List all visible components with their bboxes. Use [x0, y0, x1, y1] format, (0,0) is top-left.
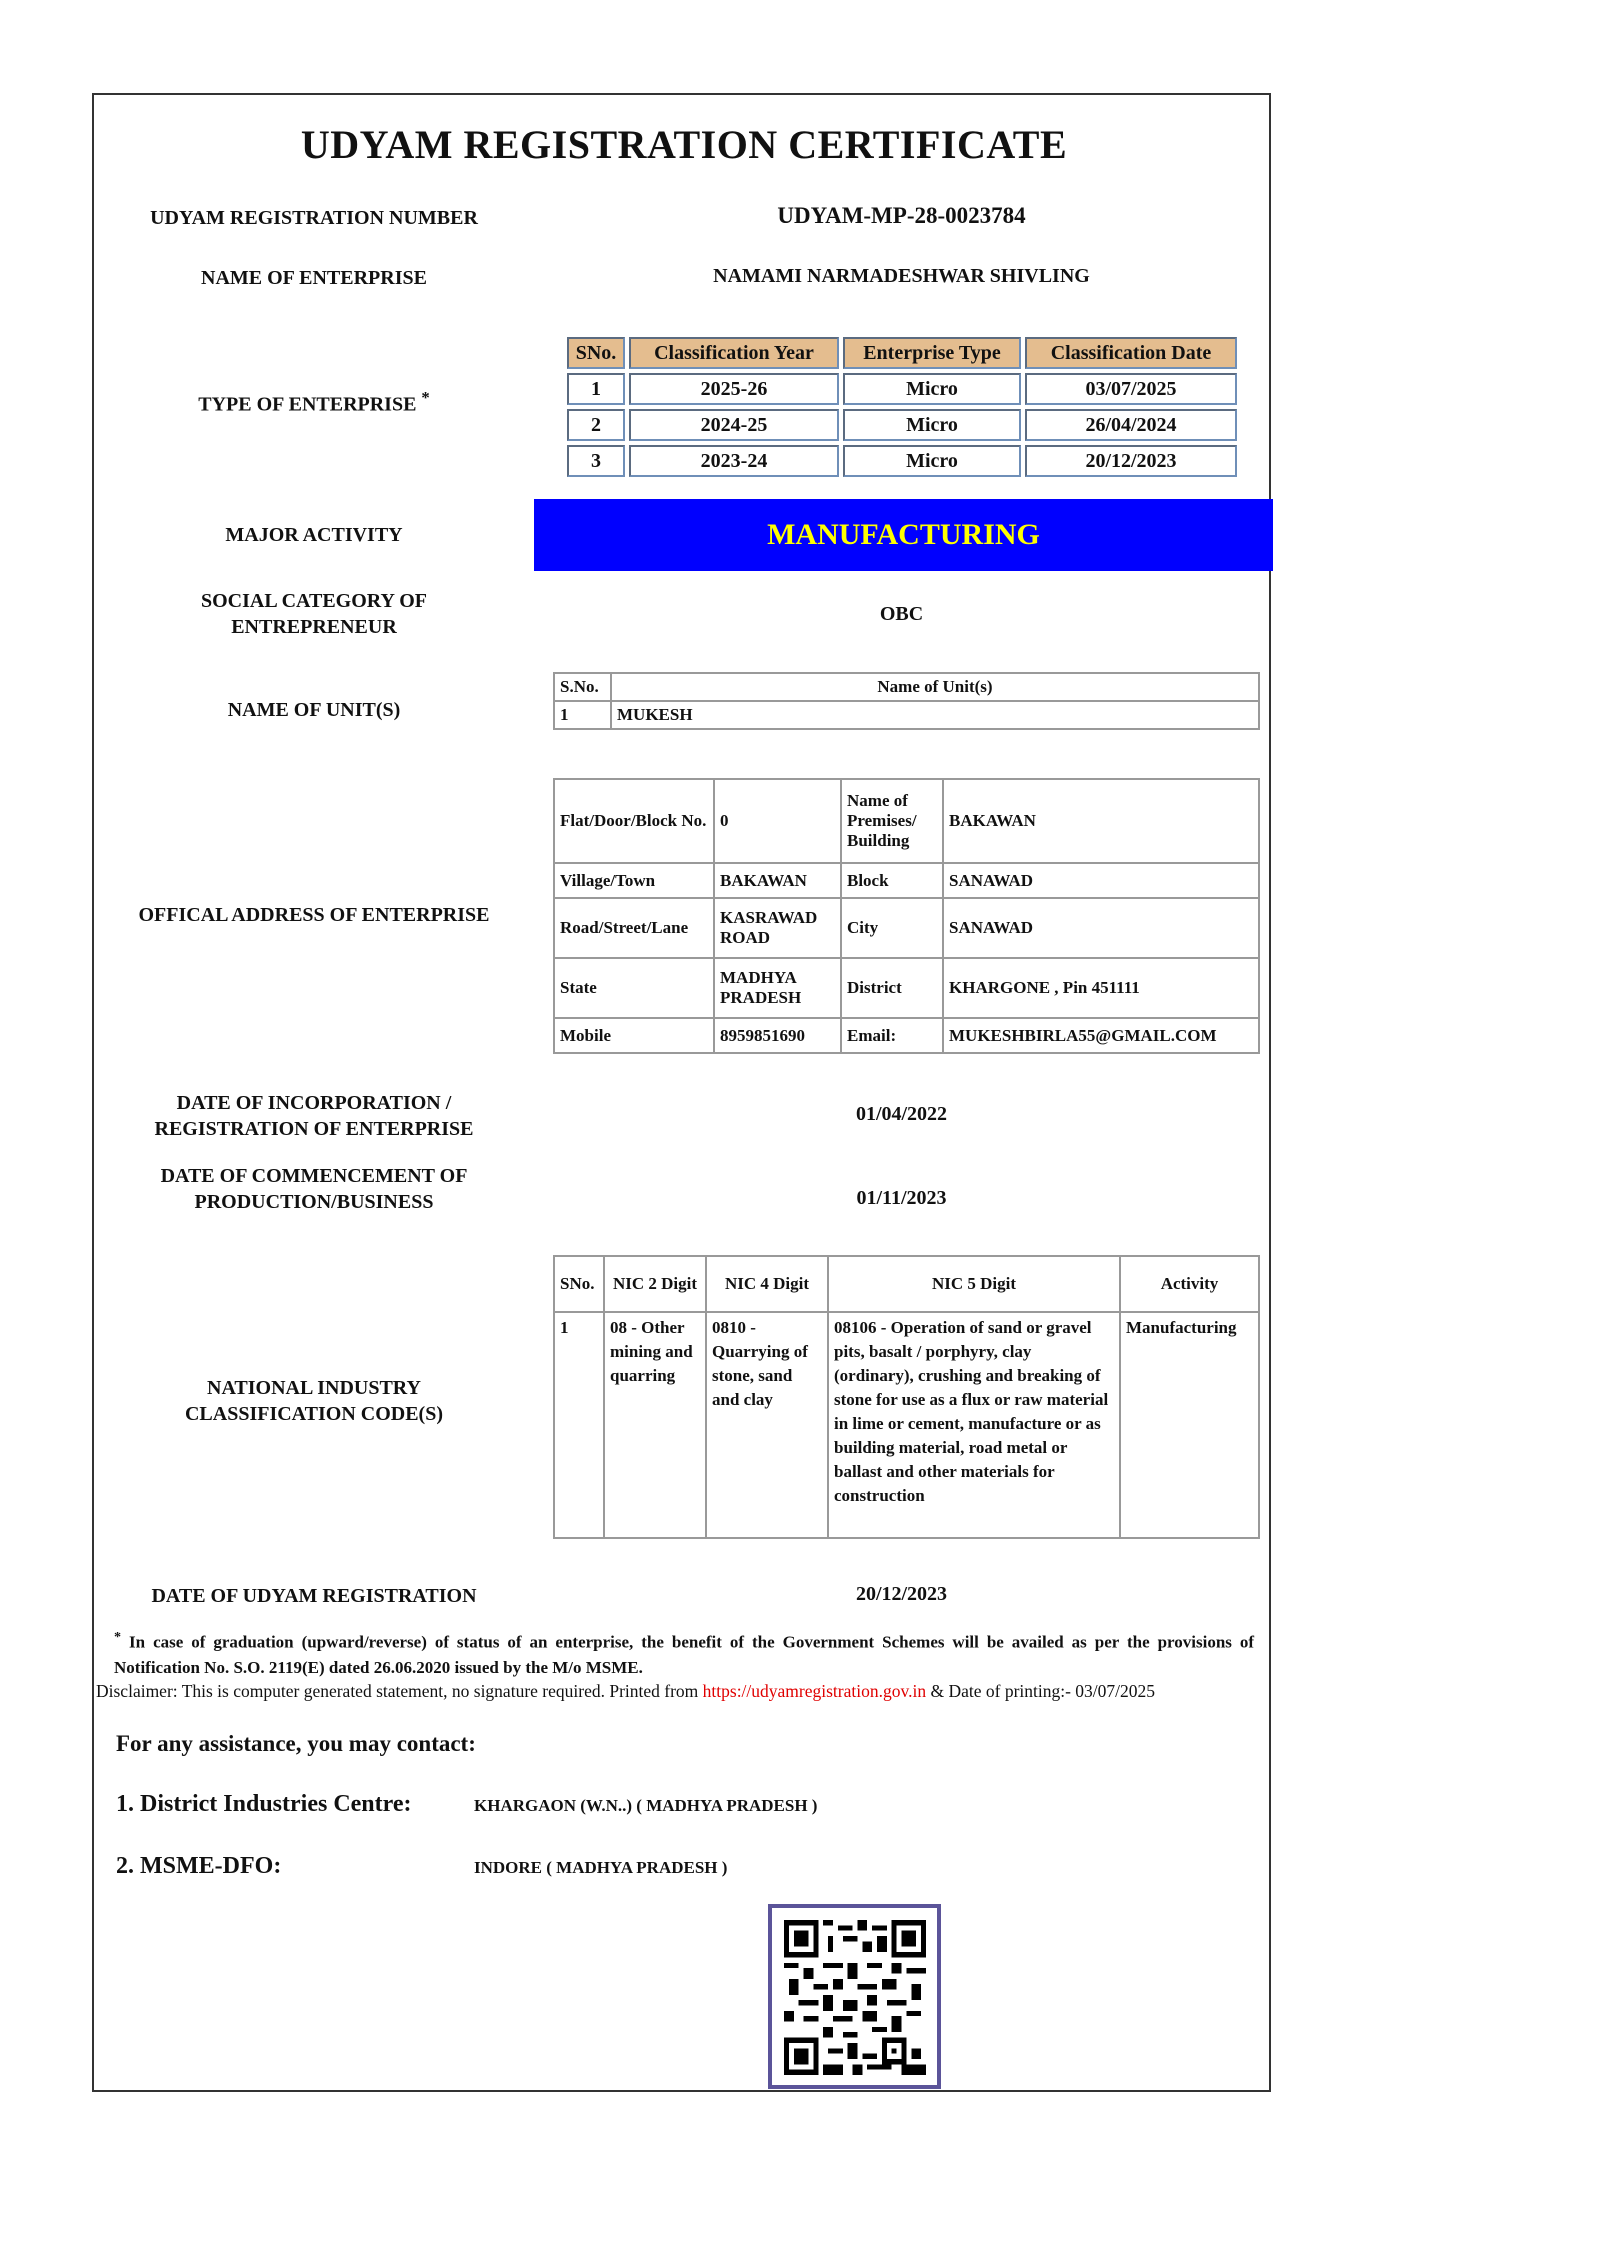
classification-table — [563, 333, 1241, 481]
cell-label: Flat/Door/Block No. — [554, 779, 714, 863]
cell: 08 - Other mining and quarring — [604, 1312, 706, 1538]
col-nic2: NIC 2 Digit — [604, 1256, 706, 1312]
col-classification-date: Classification Date — [1025, 337, 1237, 369]
table-row — [554, 701, 1259, 729]
cell: Micro — [843, 409, 1021, 441]
cell: 2 — [567, 409, 625, 441]
footnote — [114, 1625, 1254, 1680]
nic-label — [94, 1375, 534, 1427]
udyam-date-label: DATE OF UDYAM REGISTRATION — [151, 1585, 477, 1607]
cell: 0810 - Quarrying of stone, sand and clay — [706, 1312, 828, 1538]
col-classification-year: Classification Year — [629, 337, 839, 369]
cell-value: KHARGONE , Pin 451111 — [943, 958, 1259, 1018]
address-table — [553, 778, 1260, 1054]
table-header-row — [554, 673, 1259, 701]
cell-value: 0 — [714, 779, 841, 863]
nic-label-line1: NATIONAL INDUSTRY — [207, 1377, 421, 1399]
cell: 20/12/2023 — [1025, 445, 1237, 477]
major-activity-banner: MANUFACTURING — [534, 499, 1273, 571]
dic-label: 1. District Industries Centre: — [116, 1791, 412, 1817]
table-row — [554, 1312, 1259, 1538]
nic-label-line2: CLASSIFICATION CODE(S) — [184, 1403, 443, 1425]
enterprise-type-label — [94, 385, 534, 418]
col-nic5: NIC 5 Digit — [828, 1256, 1120, 1312]
cell: 08106 - Operation of sand or gravel pits, basalt / porphyry, clay (ordinary), crushing and breaking of stone for use as a flux or raw material in lime or cement, manufacture or as building material, road metal or ballast and other materials for construction — [828, 1312, 1120, 1538]
contact-heading: For any assistance, you may contact: — [116, 1731, 476, 1756]
registration-number-value: UDYAM-MP-28-0023784 — [777, 203, 1026, 228]
table-row — [554, 958, 1259, 1018]
cell-label: Block — [841, 863, 943, 898]
major-activity-label: MAJOR ACTIVITY — [225, 524, 403, 546]
cell-label: Name of Premises/ Building — [841, 779, 943, 863]
col-sno: S.No. — [554, 673, 611, 701]
commencement-label-line2: PRODUCTION/BUSINESS — [194, 1191, 434, 1213]
table-row — [554, 898, 1259, 958]
table-row — [554, 1018, 1259, 1053]
table-row — [567, 373, 1237, 405]
table-header-row — [554, 1256, 1259, 1312]
cell: 3 — [567, 445, 625, 477]
incorporation-label-line2: REGISTRATION OF ENTERPRISE — [154, 1118, 474, 1140]
disclaimer-prefix: Disclaimer: This is computer generated statement, no signature required. Printed from — [96, 1681, 703, 1701]
table-row — [554, 779, 1259, 863]
cell: 03/07/2025 — [1025, 373, 1237, 405]
social-category-label — [94, 588, 534, 640]
msme-dfo-label: 2. MSME-DFO: — [116, 1853, 282, 1879]
col-enterprise-type: Enterprise Type — [843, 337, 1021, 369]
udyam-portal-link[interactable]: https://udyamregistration.gov.in — [702, 1681, 927, 1701]
enterprise-type-label-text: TYPE OF ENTERPRISE — [198, 393, 417, 416]
table-header-row — [567, 337, 1237, 369]
social-category-label-line2: ENTREPRENEUR — [231, 616, 397, 638]
incorporation-value: 01/04/2022 — [855, 1103, 948, 1125]
table-row — [554, 863, 1259, 898]
cell-label: Mobile — [554, 1018, 714, 1053]
col-nic4: NIC 4 Digit — [706, 1256, 828, 1312]
col-unit-name: Name of Unit(s) — [611, 673, 1259, 701]
asterisk-marker: * — [421, 388, 430, 407]
enterprise-name-label: NAME OF ENTERPRISE — [201, 267, 427, 289]
cell: Micro — [843, 445, 1021, 477]
cell: MUKESH — [611, 701, 1259, 729]
cell-value: BAKAWAN — [714, 863, 841, 898]
cell-value: BAKAWAN — [943, 779, 1259, 863]
cell-label: District — [841, 958, 943, 1018]
cell: 2025-26 — [629, 373, 839, 405]
cell: 1 — [554, 1312, 604, 1538]
col-sno: SNo. — [554, 1256, 604, 1312]
cell-label: Village/Town — [554, 863, 714, 898]
cell: 2024-25 — [629, 409, 839, 441]
social-category-label-line1: SOCIAL CATEGORY OF — [201, 590, 427, 612]
nic-table — [553, 1255, 1260, 1539]
cell-label: City — [841, 898, 943, 958]
col-sno: SNo. — [567, 337, 625, 369]
cell-label: Email: — [841, 1018, 943, 1053]
email-value: MUKESHBIRLA55@GMAIL.COM — [943, 1018, 1259, 1053]
certificate-frame — [92, 93, 1271, 2092]
cell: 1 — [554, 701, 611, 729]
cell-value: SANAWAD — [943, 898, 1259, 958]
footnote-text: In case of graduation (upward/reverse) of status of an enterprise, the benefit of the Government Schemes will be availed as per the provisions of Notification No. S.O. 2119(E) dated 26.06.2020 issued by the M/o MSME. — [114, 1632, 1255, 1677]
table-row — [567, 409, 1237, 441]
cell-value: MADHYA PRADESH — [714, 958, 841, 1018]
cell-label: Road/Street/Lane — [554, 898, 714, 958]
units-label: NAME OF UNIT(S) — [227, 699, 401, 721]
address-label: OFFICAL ADDRESS OF ENTERPRISE — [138, 904, 490, 926]
cell: 2023-24 — [629, 445, 839, 477]
cell: Manufacturing — [1120, 1312, 1259, 1538]
incorporation-label-line1: DATE OF INCORPORATION / — [176, 1092, 452, 1114]
cell-label: State — [554, 958, 714, 1018]
enterprise-name-value: NAMAMI NARMADESHWAR SHIVLING — [713, 265, 1090, 287]
cell: Micro — [843, 373, 1021, 405]
udyam-date-value: 20/12/2023 — [855, 1583, 948, 1605]
dic-value: KHARGAON (W.N..) ( MADHYA PRADESH ) — [474, 1796, 818, 1815]
registration-number-label: UDYAM REGISTRATION NUMBER — [150, 207, 478, 229]
disclaimer-suffix: & Date of printing:- 03/07/2025 — [926, 1681, 1156, 1701]
qr-code-box — [768, 1904, 941, 2089]
col-activity: Activity — [1120, 1256, 1259, 1312]
disclaimer — [96, 1681, 1155, 1702]
cell-value: SANAWAD — [943, 863, 1259, 898]
cell: 26/04/2024 — [1025, 409, 1237, 441]
social-category-value: OBC — [879, 603, 924, 625]
incorporation-label — [94, 1090, 534, 1142]
commencement-label-line1: DATE OF COMMENCEMENT OF — [160, 1165, 468, 1187]
qr-code-icon — [784, 1920, 926, 2075]
commencement-value: 01/11/2023 — [856, 1187, 947, 1209]
table-row — [567, 445, 1237, 477]
msme-dfo-value: INDORE ( MADHYA PRADESH ) — [474, 1858, 728, 1877]
cell-value: KASRAWAD ROAD — [714, 898, 841, 958]
cell-value: 8959851690 — [714, 1018, 841, 1053]
footnote-asterisk: * — [114, 1629, 122, 1645]
certificate-title: UDYAM REGISTRATION CERTIFICATE — [300, 122, 1068, 167]
commencement-label — [94, 1163, 534, 1215]
units-table — [553, 672, 1260, 730]
cell: 1 — [567, 373, 625, 405]
